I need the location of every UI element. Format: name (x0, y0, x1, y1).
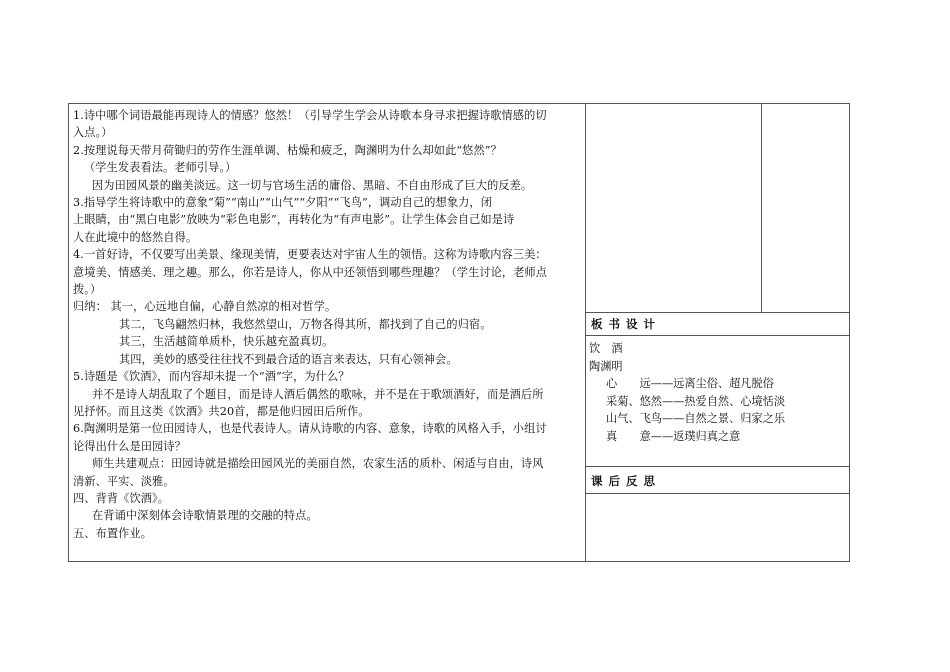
lesson-table (68, 103, 850, 562)
text-line: 其二，飞鸟翩然归林，我悠然望山，万物各得其所，都找到了自己的归宿。 (119, 317, 492, 331)
board-line: 饮 酒 (589, 342, 623, 355)
text-line: 清新、平实、淡雅。 (73, 474, 175, 488)
row-divider-board (585, 312, 849, 313)
board-line: 陶渊明 (589, 359, 623, 373)
reflection-heading: 课后反思 (591, 474, 661, 488)
text-line: 4.一首好诗，不仅要写出美景、缘现美情，更要表达对宇宙人生的领悟。这称为诗歌内容三美： (73, 248, 547, 262)
text-line: 2.按理说每天带月荷锄归的劳作生涯单调、枯燥和疲乏，陶渊明为什么却如此“悠然”？ (73, 143, 502, 157)
text-line: 拨。） (73, 283, 102, 297)
board-line: 心 远——远离尘俗、超凡脱俗 (606, 377, 774, 391)
text-line: 论得出什么是田园诗？ (73, 439, 186, 453)
text-line: 5.诗题是《饮酒》，而内容却未提一个“酒”字，为什么？ (73, 370, 350, 384)
board-design-heading: 板书设计 (591, 317, 661, 331)
text-line: 3.指导学生将诗歌中的意象“菊”“南山”“山气”“夕阳”“飞鸟”，调动自己的想象力，闭 (73, 196, 492, 210)
text-line: 意境美、情感美、理之趣。那么，你若是诗人，你从中还领悟到哪些理趣？（学生讨论，老师点 (73, 265, 548, 279)
board-line: 山气、飞鸟——自然之景、归家之乐 (606, 412, 786, 426)
text-line: 师生共建观点：田园诗就是描绘田园风光的美丽自然，农家生活的质朴、闲适与自由，诗风 (92, 457, 544, 471)
text-line: 因为田园风景的幽美淡远。这一切与官场生活的庸俗、黑暗、不自由形成了巨大的反差。 (92, 178, 533, 192)
row-divider-board-heading (585, 335, 849, 336)
text-line: 上眼睛，由“黑白电影”放映为“彩色电影”，再转化为“有声电影”。让学生体会自己如是诗 (73, 213, 515, 227)
row-divider-reflection (585, 466, 849, 467)
row-divider-reflection-heading (585, 493, 849, 494)
text-line: 五、布置作业。 (73, 526, 153, 540)
teaching-process-text (73, 107, 581, 542)
text-line: 归纳： 其一，心远地自偏，心静自然凉的相对哲学。 (73, 300, 337, 314)
text-line: 其三，生活越简单质朴，快乐越充盈真切。 (119, 335, 334, 349)
text-line: 入点。） (73, 126, 113, 140)
board-line: 采菊、悠然——热爱自然、心境恬淡 (606, 394, 786, 408)
text-line: 并不是诗人胡乱取了个题目，而是诗人酒后偶然的歌咏，并不是在于歌颂酒好，而是酒后所 (92, 387, 544, 401)
text-line: 见抒怀。而且这类《饮酒》共20首，都是他归园田后所作。 (73, 404, 370, 418)
text-line: 6.陶渊明是第一位田园诗人，也是代表诗人。请从诗歌的内容、意象，诗歌的风格入手，小组讨 (73, 422, 547, 436)
board-line: 真 意——返璞归真之意 (606, 429, 741, 443)
text-line: （学生发表看法。老师引导。） (84, 161, 237, 175)
text-line: 四、背背《饮酒》。 (73, 491, 169, 505)
board-design-content (589, 340, 785, 446)
text-line: 人在此境中的悠然自得。 (73, 230, 198, 244)
text-line: 1.诗中哪个词语最能再现诗人的情感？悠然！（引导学生学会从诗歌本身寻求把握诗歌情感的切 (73, 109, 547, 122)
text-line: 在背诵中深刻体会诗歌情景理的交融的特点。 (92, 509, 318, 523)
column-divider-right (761, 104, 762, 312)
text-line: 其四，美妙的感受往往找不到最合适的语言来表达，只有心领神会。 (119, 352, 458, 366)
